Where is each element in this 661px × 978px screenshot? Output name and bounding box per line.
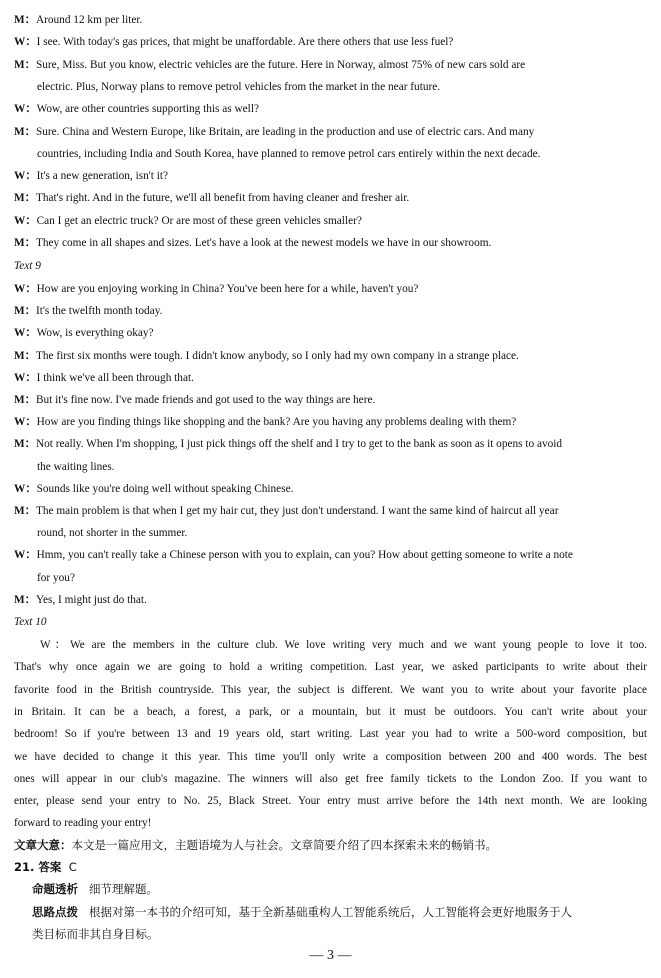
- dialogue-text: The main problem is that when I get my hair cut, they just don't understand. I want the same kind of haircut all year: [35, 505, 559, 517]
- monologue-line: in Britain. It can be a beach, a forest, a park, or a mountain, but it must be outdoors. You can't write about your: [14, 705, 647, 718]
- analysis-line: [32, 878, 661, 900]
- speaker-label: W：: [14, 36, 37, 49]
- speaker-label: M：: [14, 593, 36, 606]
- speaker-label: M：: [14, 14, 36, 26]
- dialogue-text: That's right. And in the future, we'll all benefit from having cleaner and fresher air.: [35, 192, 410, 205]
- dialogue-text: countries, including India and South Korea, have planned to remove petrol cars entirely within the next decade.: [37, 147, 541, 160]
- dialogue-text: Sure, Miss. But you know, electric vehicles are the future. Here in Norway, almost 75% of new cars sold are: [35, 58, 526, 71]
- dialogue-line: [14, 31, 647, 53]
- dialogue-text: electric. Plus, Norway plans to remove petrol vehicles from the market in the near future.: [37, 80, 441, 93]
- hint-text-1: 根据对第一本书的介绍可知，基于全新基础重构人工智能系统后，人工智能将会更好地服务于人: [88, 905, 572, 919]
- speaker-label: M：: [14, 394, 36, 406]
- dialogue-line: [14, 544, 647, 566]
- dialogue-text: Around 12 km per liter.: [35, 14, 143, 26]
- page-number: — 3 —: [309, 948, 352, 963]
- analysis-text: 细节理解题。: [88, 882, 158, 896]
- dialogue-text: Yes, I might just do that.: [35, 593, 147, 606]
- hint-line-2: [32, 923, 661, 945]
- speaker-label: M：: [14, 125, 36, 138]
- monologue-line: W：We are the members in the culture club. We love writing very much and we want young people to love it too.: [40, 639, 647, 651]
- speaker-label: M：: [14, 349, 36, 362]
- dialogue-text: for you?: [37, 571, 75, 584]
- dialogue-line: [14, 478, 647, 500]
- speaker-label: W：: [14, 416, 37, 429]
- dialogue-text: Sounds like you're doing well without speaking Chinese.: [36, 482, 294, 495]
- speaker-label: W：: [14, 482, 37, 495]
- dialogue-text: It's a new generation, isn't it?: [36, 170, 169, 183]
- speaker-label: W：: [14, 283, 37, 295]
- speaker-label: M：: [14, 505, 36, 517]
- analysis-label: 命题透析: [32, 882, 78, 896]
- dialogue-line: [14, 433, 647, 455]
- dialogue-line: [14, 322, 647, 344]
- dialogue-text: How are you finding things like shopping and the bank? Are you having any problems dealing with them?: [36, 416, 517, 429]
- dialogue-line: [37, 522, 647, 544]
- text9-heading: Text 9: [14, 260, 41, 272]
- monologue-line: we have decided to change it this year. This time you'll only write a composition between 200 and 400 words. The best: [14, 750, 647, 763]
- summary-line: [14, 834, 647, 856]
- dialogue-line: [14, 411, 647, 433]
- speaker-label: M：: [14, 192, 36, 205]
- dialogue-text: It's the twelfth month today.: [35, 305, 163, 318]
- dialogue-text: The first six months were tough. I didn't know anybody, so I only had my own company in a strange place.: [35, 349, 519, 362]
- answer-label: 21. 答案: [14, 860, 62, 874]
- dialogue-line: [14, 210, 647, 232]
- speaker-label: W：: [14, 371, 37, 384]
- dialogue-line: [14, 278, 647, 300]
- dialogue-text: Not really. When I'm shopping, I just pick things off the shelf and I try to get to the bank as soon as it opens to avoid: [35, 438, 563, 451]
- dialogue-line: [14, 389, 647, 411]
- dialogue-text: the waiting lines.: [37, 460, 115, 473]
- dialogue-line: [14, 232, 647, 254]
- hint-text-2: 类目标而非其自身目标。: [32, 927, 159, 941]
- dialogue-text: I see. With today's gas prices, that might be unaffordable. Are there others that use less fuel?: [36, 36, 454, 49]
- dialogue-text: They come in all shapes and sizes. Let's have a look at the newest models we have in our showroom.: [35, 237, 492, 249]
- monologue-line: forward to reading your entry!: [14, 817, 152, 830]
- answer-line: [14, 856, 647, 878]
- dialogue-text: Hmm, you can't really take a Chinese person with you to explain, can you? How about getting someone to write a note: [36, 549, 573, 562]
- speaker-label: M：: [14, 305, 36, 318]
- speaker-label: W：: [14, 103, 37, 116]
- speaker-label: W：: [14, 549, 37, 562]
- monologue-line: bedroom! So if you're between 13 and 19 years old, start writing. Last year you had to write a 500-word composition, but: [14, 728, 647, 741]
- speaker-label: M：: [14, 58, 36, 71]
- dialogue-line: [14, 54, 647, 76]
- dialogue-line: [37, 76, 647, 98]
- dialogue-line: [14, 187, 647, 209]
- dialogue-line: [14, 500, 647, 522]
- dialogue-text: round, not shorter in the summer.: [37, 527, 188, 540]
- speaker-label: W：: [14, 214, 37, 227]
- text10-heading: Text 10: [14, 616, 47, 628]
- dialogue-line: [37, 456, 647, 478]
- dialogue-line: [14, 367, 647, 389]
- dialogue-line: [14, 345, 647, 367]
- dialogue-line: [14, 121, 647, 143]
- dialogue-line: [37, 143, 647, 165]
- monologue-line: favorite food in the British countryside. This year, the subject is different. We want you to write about your favorite place: [14, 683, 647, 696]
- dialogue-line: [14, 589, 647, 611]
- speaker-label: W：: [14, 327, 37, 340]
- dialogue-text: But it's fine now. I've made friends and got used to the way things are here.: [35, 394, 376, 406]
- summary-text: 本文是一篇应用文，主题语境为人与社会。文章简要介绍了四本探索未来的畅销书。: [71, 838, 497, 852]
- dialogue-line: [37, 567, 647, 589]
- hint-label: 思路点拨: [32, 905, 78, 919]
- dialogue-text: How are you enjoying working in China? You've been here for a while, haven't you?: [36, 283, 419, 295]
- dialogue-text: Wow, is everything okay?: [36, 327, 154, 340]
- monologue-line: That's why once again we are going to hold a writing competition. Last year, we asked participants to write about their: [14, 661, 647, 674]
- summary-label: 文章大意：: [14, 838, 72, 852]
- speaker-label: W：: [14, 170, 37, 183]
- dialogue-line: [14, 165, 647, 187]
- dialogue-text: Sure. China and Western Europe, like Britain, are leading in the production and use of electric cars. And many: [35, 125, 535, 138]
- speaker-label: M：: [14, 438, 36, 451]
- dialogue-text: Wow, are other countries supporting this as well?: [36, 103, 259, 116]
- dialogue-line: [14, 98, 647, 120]
- dialogue-line: [14, 300, 647, 322]
- hint-line-1: [32, 901, 647, 923]
- dialogue-text: Can I get an electric truck? Or are most of these green vehicles smaller?: [36, 214, 362, 227]
- speaker-label: M：: [14, 237, 36, 249]
- dialogue-line: [14, 9, 647, 31]
- monologue-line: enter, please send your entry to No. 25, Black Street. Your entry must arrive before the 14th next month. We are looking: [14, 795, 647, 808]
- monologue-line: ones will appear in our club's magazine. The winners will also get free family tickets to the London Zoo. If you want to: [14, 772, 647, 785]
- dialogue-text: I think we've all been through that.: [36, 371, 194, 384]
- answer-value: C: [68, 860, 77, 874]
